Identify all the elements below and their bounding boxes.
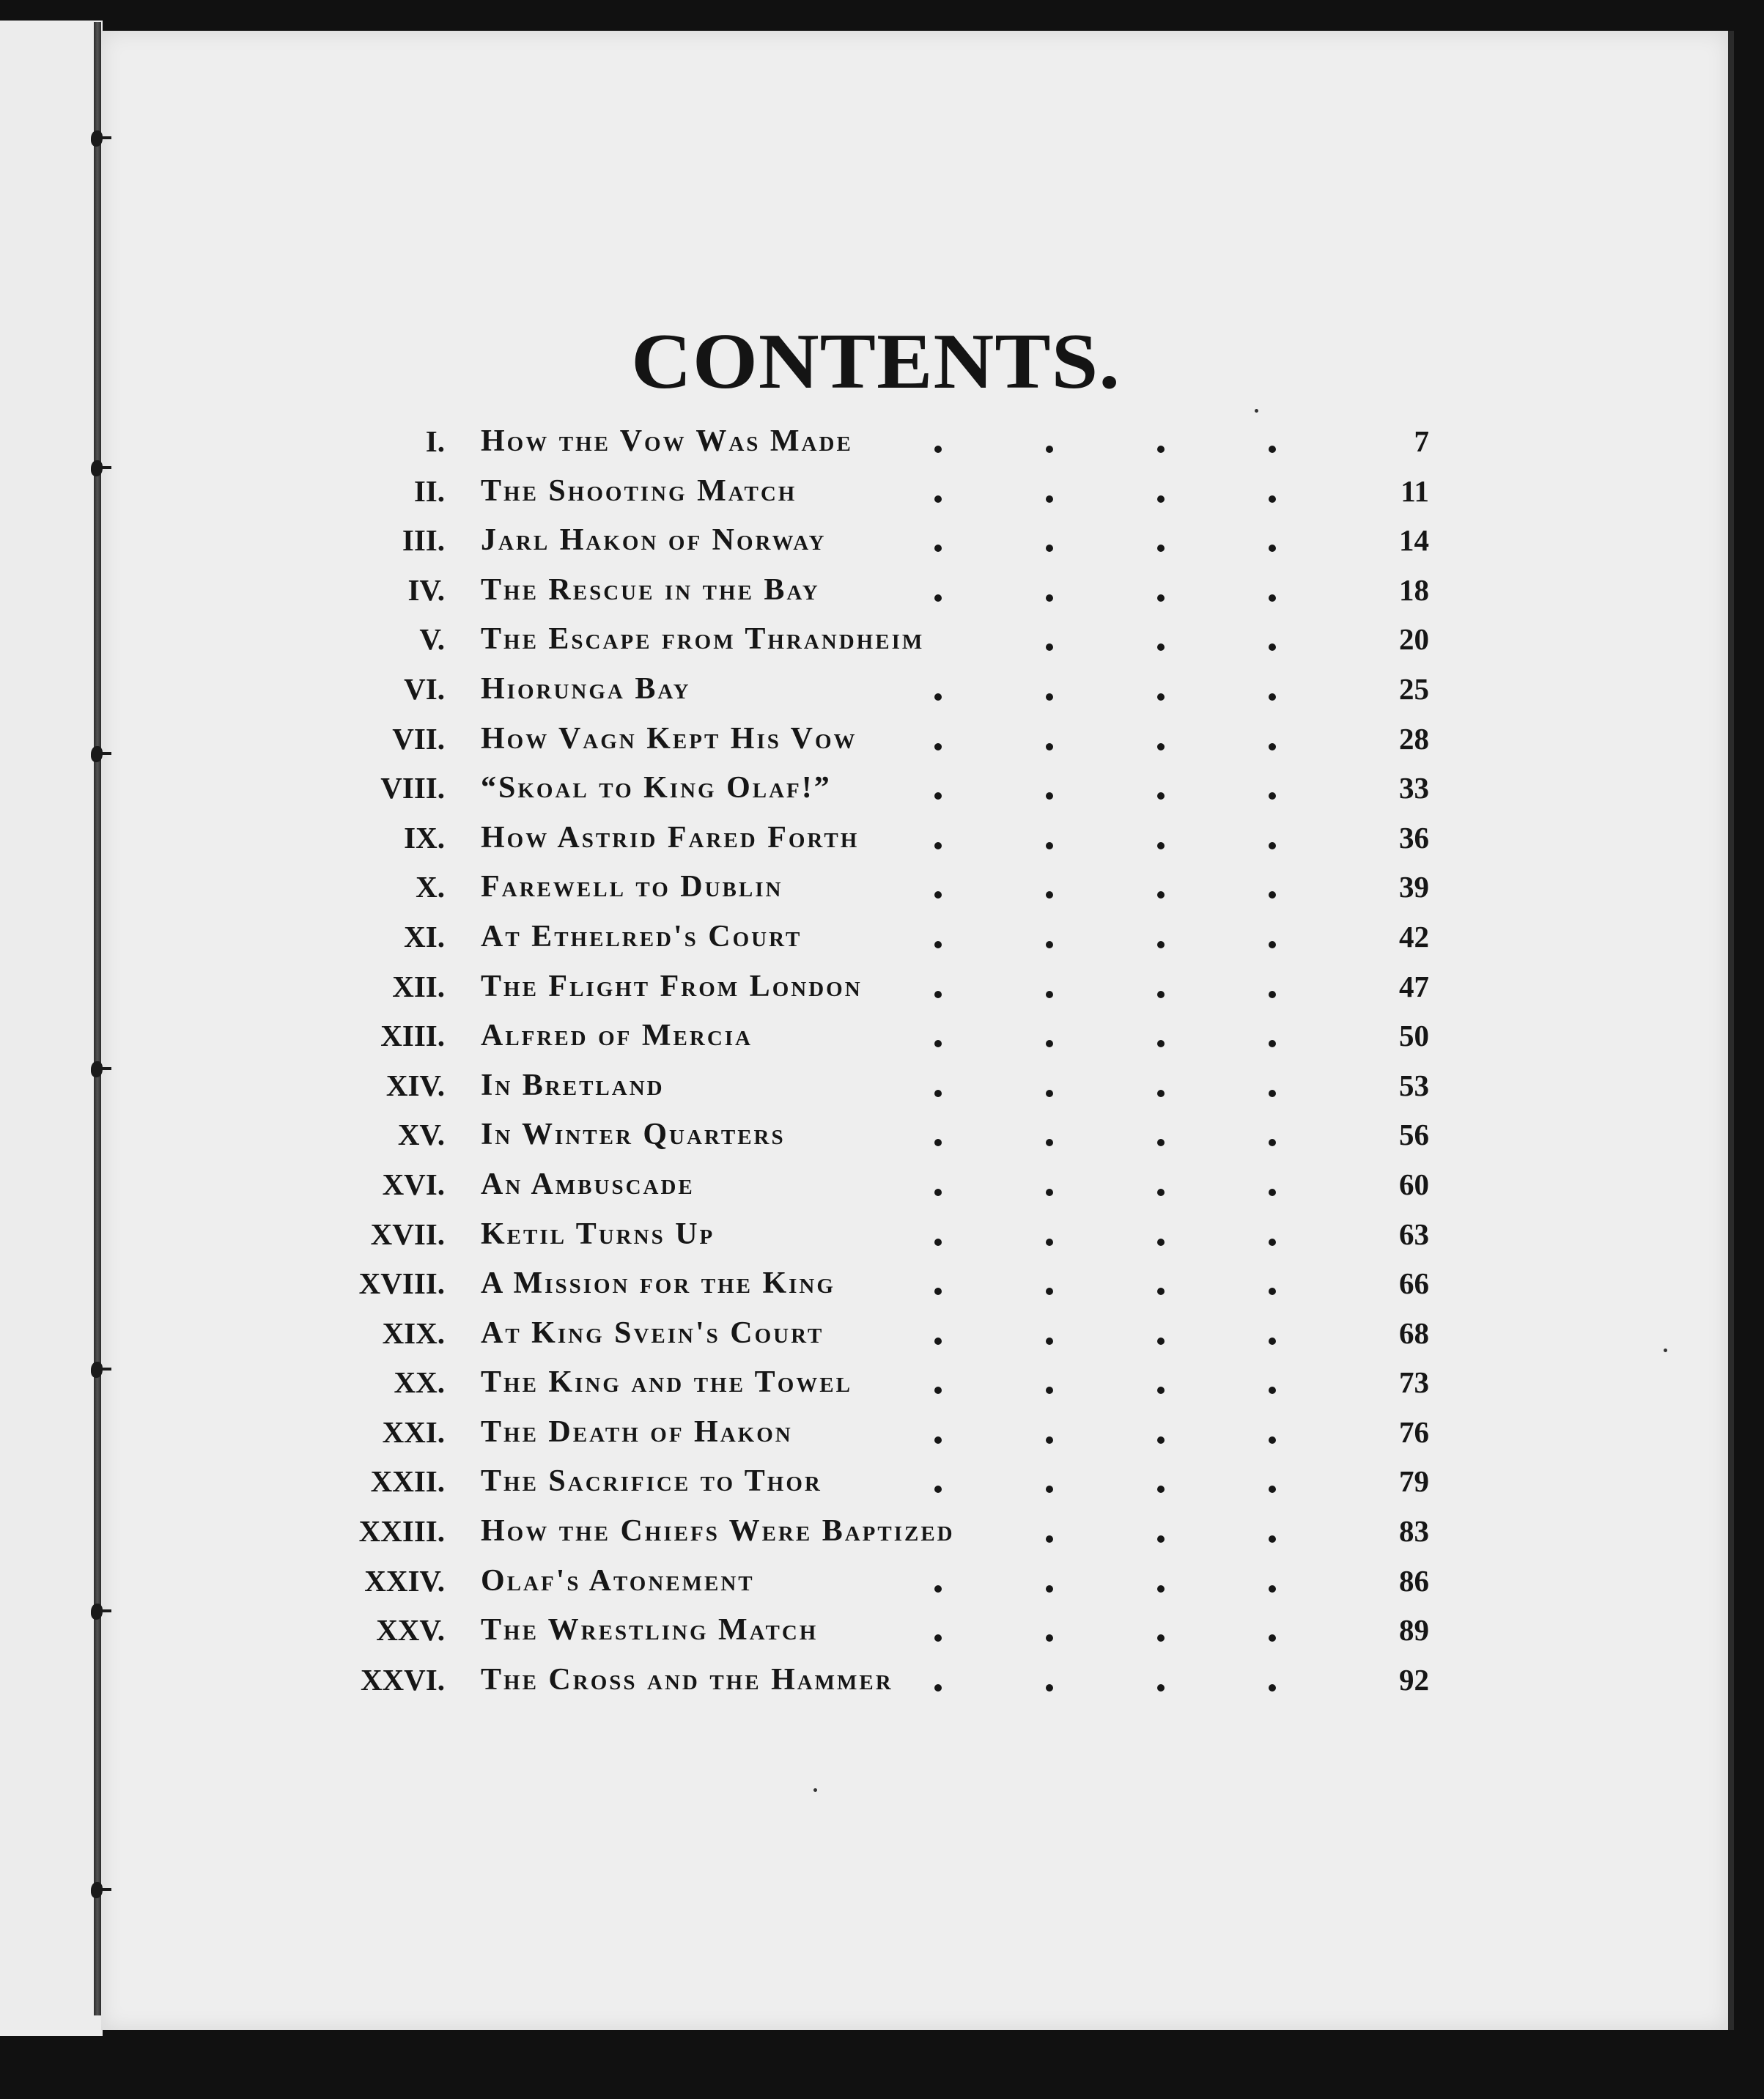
chapter-title: How Astrid Fared Forth (481, 820, 860, 855)
leader-dot (934, 1040, 942, 1047)
leader-dot (934, 842, 942, 849)
leader-dots (934, 1167, 1286, 1203)
leader-dot (1269, 991, 1276, 998)
leader-dot (1046, 792, 1053, 800)
leader-dot (934, 1239, 942, 1246)
leader-dot (934, 1387, 942, 1394)
toc-entry (0, 1506, 1764, 1556)
page-number: 39 (1399, 870, 1429, 904)
leader-dots (934, 1563, 1286, 1600)
leader-dots (934, 1662, 1286, 1699)
leader-dot (1046, 941, 1053, 948)
leader-dots (934, 424, 1286, 460)
leader-dot (1157, 693, 1165, 701)
leader-dots (934, 721, 1286, 758)
leader-dot (1157, 1585, 1165, 1593)
chapter-number: XVI. (382, 1167, 445, 1201)
leader-dot (1157, 1535, 1165, 1543)
chapter-number: XVII. (370, 1217, 445, 1251)
leader-dot (934, 1585, 942, 1593)
leader-dot (1157, 495, 1165, 503)
leader-dot (1269, 1585, 1276, 1593)
leader-dot (1269, 1288, 1276, 1295)
leader-dot (934, 1634, 942, 1642)
leader-dot (1269, 1090, 1276, 1097)
chapter-title: Hiorunga Bay (481, 671, 691, 706)
leader-dots (934, 1018, 1286, 1055)
leader-dot (1269, 1535, 1276, 1543)
leader-dots (934, 1414, 1286, 1451)
toc-entry (0, 565, 1764, 615)
leader-dot (934, 495, 942, 503)
leader-dot (934, 1338, 942, 1345)
page-number: 83 (1399, 1514, 1429, 1549)
chapter-title: The Cross and the Hammer (481, 1662, 893, 1697)
leader-dot (1157, 1090, 1165, 1097)
leader-dot (1157, 1040, 1165, 1047)
page-title: CONTENTS. (631, 318, 1121, 405)
leader-dot (1046, 991, 1053, 998)
chapter-number: VII. (392, 721, 445, 756)
leader-dot (1157, 941, 1165, 948)
leader-dot (934, 1684, 942, 1692)
leader-dot (1269, 1189, 1276, 1196)
chapter-number: VI. (404, 671, 445, 706)
leader-dots (934, 523, 1286, 559)
leader-dots (934, 473, 1286, 510)
leader-dot (1046, 594, 1053, 602)
leader-dot (1269, 1684, 1276, 1692)
leader-dot (1046, 1090, 1053, 1097)
leader-dots (934, 1464, 1286, 1500)
paper-speck (1255, 409, 1258, 413)
chapter-title: How the Chiefs Were Baptized (481, 1514, 955, 1549)
page-number: 25 (1399, 671, 1429, 706)
page-number: 14 (1399, 523, 1429, 558)
chapter-title: Alfred of Mercia (481, 1019, 753, 1053)
page-number: 11 (1401, 473, 1429, 508)
leader-dot (934, 545, 942, 552)
leader-dot (1046, 842, 1053, 849)
chapter-number: I. (425, 424, 445, 458)
leader-dots (934, 770, 1286, 807)
leader-dot (1157, 991, 1165, 998)
toc-entry (0, 1655, 1764, 1705)
leader-dot (1046, 1387, 1053, 1394)
leader-dot (934, 1189, 942, 1196)
chapter-title: How the Vow Was Made (481, 424, 853, 458)
leader-dot (934, 446, 942, 453)
chapter-number: XIII. (380, 1019, 445, 1053)
leader-dots (934, 820, 1286, 857)
chapter-title: An Ambuscade (481, 1167, 695, 1201)
toc-entry (0, 962, 1764, 1011)
leader-dot (1046, 1189, 1053, 1196)
leader-dot (1157, 1387, 1165, 1394)
leader-dot (1269, 1338, 1276, 1345)
toc-entry (0, 1060, 1764, 1110)
leader-dot (934, 991, 942, 998)
leader-dot (1269, 1139, 1276, 1146)
leader-dot (934, 1288, 942, 1295)
chapter-title: The Death of Hakon (481, 1414, 793, 1449)
paper-speck (1664, 1349, 1667, 1352)
chapter-title: The Sacrifice to Thor (481, 1464, 822, 1499)
leader-dots (934, 1266, 1286, 1302)
chapter-number: XXI. (382, 1414, 445, 1449)
toc-entry (0, 664, 1764, 714)
chapter-number: XI. (404, 919, 445, 953)
leader-dot (1269, 743, 1276, 750)
page-number: 28 (1399, 721, 1429, 756)
chapter-title: Ketil Turns Up (481, 1217, 715, 1251)
leader-dot (1046, 495, 1053, 503)
leader-dot (1269, 495, 1276, 503)
leader-dot (1269, 1486, 1276, 1493)
leader-dot (1269, 1387, 1276, 1394)
leader-dot (1046, 446, 1053, 453)
leader-dot (1269, 842, 1276, 849)
leader-dot (1269, 1040, 1276, 1047)
leader-dot (1046, 1436, 1053, 1444)
leader-dots (934, 1117, 1286, 1154)
table-of-contents (0, 416, 1764, 1704)
toc-entry (0, 714, 1764, 764)
chapter-title: In Winter Quarters (481, 1118, 786, 1152)
leader-dot (1046, 1535, 1053, 1543)
chapter-number: XII. (392, 969, 445, 1003)
leader-dot (1269, 1436, 1276, 1444)
leader-dot (1157, 891, 1165, 899)
leader-dot (1157, 1338, 1165, 1345)
chapter-title: The Escape from Thrandheim (481, 622, 925, 657)
page-number: 76 (1399, 1414, 1429, 1449)
chapter-number: VIII. (380, 771, 445, 805)
chapter-number: XXIII. (358, 1514, 445, 1549)
leader-dots (934, 869, 1286, 906)
leader-dot (934, 1139, 942, 1146)
toc-entry (0, 416, 1764, 466)
leader-dot (1157, 842, 1165, 849)
chapter-number: XXII. (370, 1464, 445, 1499)
toc-entry (0, 466, 1764, 516)
leader-dot (1046, 1040, 1053, 1047)
toc-entry (0, 614, 1764, 664)
chapter-number: XXVI. (360, 1662, 445, 1697)
leader-dot (1157, 743, 1165, 750)
page-number: 68 (1399, 1316, 1429, 1350)
paper-speck (813, 1788, 817, 1792)
page-number: 92 (1399, 1662, 1429, 1697)
leader-dot (934, 891, 942, 899)
chapter-title: The Shooting Match (481, 473, 797, 508)
chapter-title: How Vagn Kept His Vow (481, 721, 857, 756)
leader-dots (934, 572, 1286, 609)
leader-dot (1046, 1239, 1053, 1246)
leader-dots (934, 969, 1286, 1006)
chapter-title: Olaf's Atonement (481, 1563, 755, 1598)
chapter-title: The Wrestling Match (481, 1613, 819, 1648)
leader-dot (1046, 693, 1053, 701)
leader-dot (1157, 1486, 1165, 1493)
chapter-number: IV. (407, 572, 445, 607)
chapter-number: XVIII. (358, 1266, 445, 1301)
leader-dot (1157, 1189, 1165, 1196)
leader-dot (1157, 1436, 1165, 1444)
chapter-title: The King and the Towel (481, 1365, 852, 1400)
leader-dot (1157, 594, 1165, 602)
leader-dot (1046, 1585, 1053, 1593)
leader-dot (934, 693, 942, 701)
leader-dot (1157, 792, 1165, 800)
binding-stitch (84, 1876, 110, 1906)
toc-entry (0, 515, 1764, 565)
leader-dot (1046, 643, 1053, 651)
chapter-title: Jarl Hakon of Norway (481, 523, 827, 558)
toc-entry (0, 813, 1764, 863)
toc-entry (0, 912, 1764, 962)
chapter-title: Farewell to Dublin (481, 870, 783, 904)
toc-entry (0, 1556, 1764, 1606)
chapter-number: XIV. (385, 1068, 445, 1102)
chapter-title: At Ethelred's Court (481, 919, 802, 953)
leader-dot (1046, 545, 1053, 552)
leader-dot (1157, 1139, 1165, 1146)
page-number: 50 (1399, 1019, 1429, 1053)
leader-dots (934, 919, 1286, 956)
leader-dot (1269, 545, 1276, 552)
toc-entry (0, 1456, 1764, 1506)
leader-dot (934, 792, 942, 800)
leader-dot (1269, 643, 1276, 651)
page-number: 60 (1399, 1167, 1429, 1201)
leader-dots (934, 1316, 1286, 1352)
toc-entry (0, 1258, 1764, 1308)
toc-entry (0, 1159, 1764, 1209)
leader-dot (934, 594, 942, 602)
page-number: 47 (1399, 969, 1429, 1003)
page-number: 56 (1399, 1118, 1429, 1152)
leader-dot (1046, 1486, 1053, 1493)
leader-dot (934, 1436, 942, 1444)
leader-dot (1046, 743, 1053, 750)
page-number: 73 (1399, 1365, 1429, 1400)
chapter-number: XXIV. (364, 1563, 445, 1598)
page-number: 89 (1399, 1613, 1429, 1648)
leader-dot (1157, 1634, 1165, 1642)
page-number: 36 (1399, 820, 1429, 855)
chapter-number: X. (416, 870, 445, 904)
leader-dots (934, 621, 1286, 658)
toc-entry (0, 1011, 1764, 1060)
chapter-number: XIX. (382, 1316, 445, 1350)
page-number: 7 (1414, 424, 1429, 458)
leader-dot (934, 941, 942, 948)
leader-dot (1046, 1684, 1053, 1692)
leader-dot (1046, 1139, 1053, 1146)
page-number: 63 (1399, 1217, 1429, 1251)
leader-dot (934, 1090, 942, 1097)
chapter-number: XX. (394, 1365, 445, 1400)
leader-dot (934, 1486, 942, 1493)
toc-entry (0, 1357, 1764, 1407)
toc-entry (0, 1308, 1764, 1358)
leader-dot (1157, 446, 1165, 453)
page-number: 33 (1399, 771, 1429, 805)
chapter-title: The Rescue in the Bay (481, 572, 820, 607)
leader-dot (1269, 1239, 1276, 1246)
binding-stitch (84, 125, 110, 154)
leader-dot (1269, 1634, 1276, 1642)
leader-dot (1046, 1338, 1053, 1345)
chapter-number: V. (419, 622, 445, 657)
leader-dot (1269, 693, 1276, 701)
chapter-title: A Mission for the King (481, 1266, 835, 1301)
leader-dot (1157, 1288, 1165, 1295)
leader-dots (934, 671, 1286, 708)
toc-entry (0, 862, 1764, 912)
chapter-number: IX. (404, 820, 445, 855)
leader-dot (934, 743, 942, 750)
page-number: 66 (1399, 1266, 1429, 1301)
leader-dots (934, 1217, 1286, 1253)
leader-dots (934, 1068, 1286, 1104)
chapter-title: At King Svein's Court (481, 1316, 824, 1350)
leader-dot (1157, 643, 1165, 651)
leader-dot (1046, 1288, 1053, 1295)
chapter-title: In Bretland (481, 1068, 665, 1102)
leader-dot (1269, 594, 1276, 602)
toc-entry (0, 1605, 1764, 1655)
chapter-number: XV. (397, 1118, 445, 1152)
toc-entry (0, 763, 1764, 813)
leader-dot (1269, 792, 1276, 800)
chapter-title: “Skoal to King Olaf!” (481, 771, 832, 805)
chapter-title: The Flight From London (481, 969, 863, 1003)
leader-dots (934, 1513, 1286, 1550)
page-number: 53 (1399, 1068, 1429, 1102)
chapter-number: II. (413, 473, 445, 508)
toc-entry (0, 1110, 1764, 1159)
page-number: 42 (1399, 919, 1429, 953)
leader-dot (1157, 1239, 1165, 1246)
toc-entry (0, 1407, 1764, 1457)
leader-dot (1269, 446, 1276, 453)
page-number: 18 (1399, 572, 1429, 607)
leader-dot (1046, 1634, 1053, 1642)
leader-dots (934, 1612, 1286, 1649)
leader-dot (1157, 1684, 1165, 1692)
chapter-number: III. (402, 523, 445, 558)
leader-dot (1046, 891, 1053, 899)
leader-dot (1269, 891, 1276, 899)
toc-entry (0, 1209, 1764, 1259)
page-number: 20 (1399, 622, 1429, 657)
page-number: 79 (1399, 1464, 1429, 1499)
leader-dot (1157, 545, 1165, 552)
page-number: 86 (1399, 1563, 1429, 1598)
leader-dots (934, 1365, 1286, 1401)
chapter-number: XXV. (376, 1613, 445, 1648)
leader-dot (1269, 941, 1276, 948)
